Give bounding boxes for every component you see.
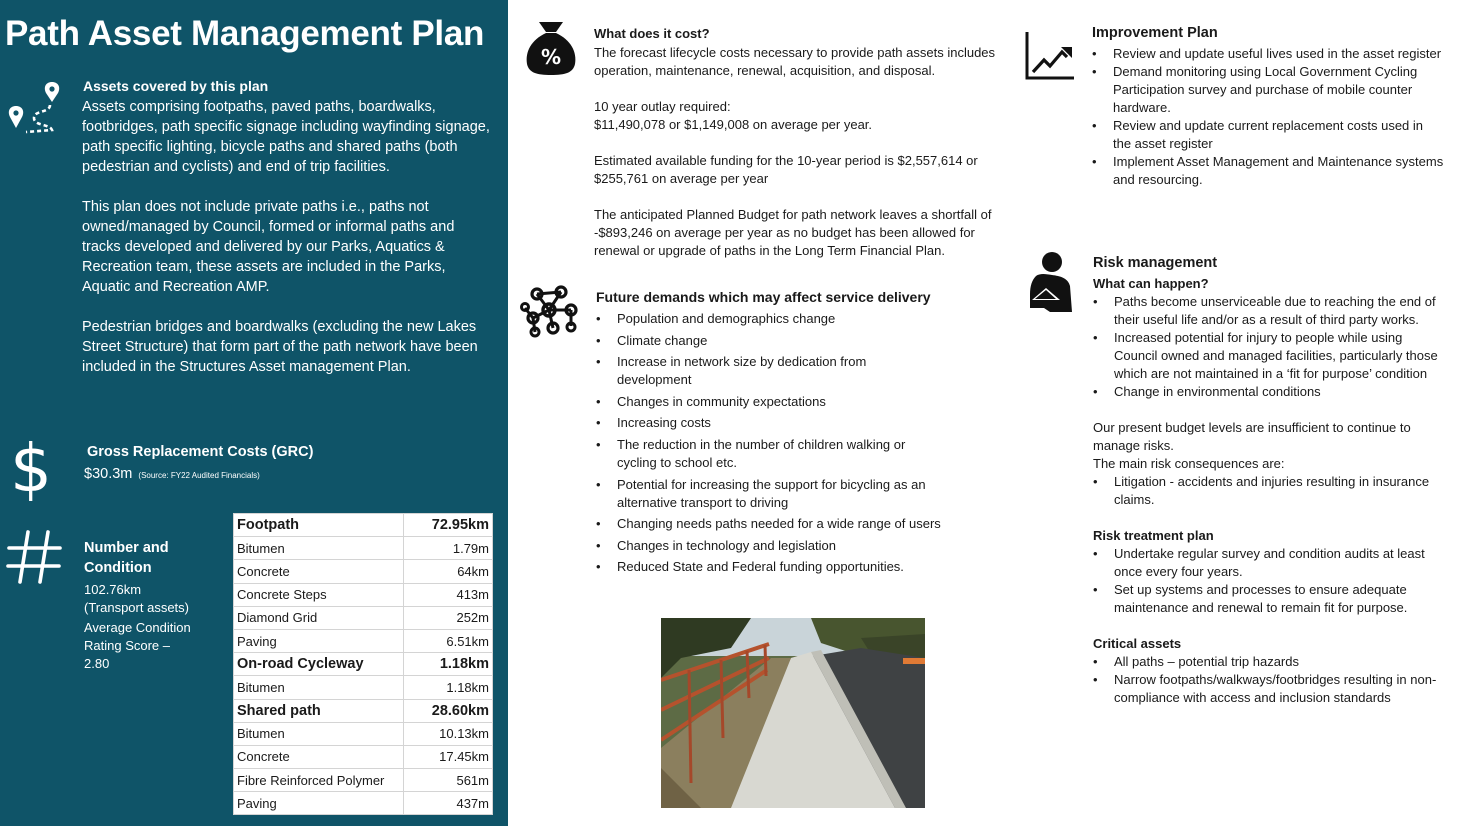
number-condition-heading: Number and Condition [84, 540, 169, 576]
list-item: • Potential for increasing the support for bicycling as an alternative transport to driving [596, 476, 941, 512]
condition-rating: Average Condition Rating Score – 2.80 [84, 620, 191, 671]
assets-covered-heading: Assets covered by this plan [83, 78, 269, 94]
future-demands-heading: Future demands which may affect service delivery [596, 289, 931, 305]
asset-length-cell: 64km [404, 560, 493, 583]
list-item: • Review and update useful lives used in the asset register [1092, 45, 1444, 63]
table-row [234, 560, 493, 583]
cost-text [594, 44, 1019, 278]
table-row [234, 537, 493, 560]
list-item: • Increasing costs [596, 414, 941, 432]
asset-type-cell: On-road Cycleway [234, 653, 404, 676]
asset-type-cell: Paving [234, 792, 404, 815]
line-chart-icon [1024, 30, 1076, 82]
list-item: • Changing needs paths needed for a wide range of users [596, 515, 941, 533]
asset-type-cell: Shared path [234, 699, 404, 722]
dollar-icon: $ [10, 430, 52, 507]
table-row [234, 676, 493, 699]
list-item: • Reduced State and Federal funding opportunities. [596, 558, 941, 576]
risk-management-text [1093, 275, 1443, 707]
injured-person-icon [1026, 250, 1074, 314]
money-bag-percent-icon [525, 20, 577, 76]
asset-type-cell: Paving [234, 629, 404, 652]
asset-length-cell: 6.51km [404, 629, 493, 652]
risk-management-heading: Risk management [1093, 255, 1218, 271]
risk-consequences-text: The main risk consequences are: [1093, 456, 1285, 471]
table-row [234, 769, 493, 792]
page-title: Path Asset Management Plan [5, 14, 485, 53]
asset-type-cell: Fibre Reinforced Polymer [234, 769, 404, 792]
asset-length-cell: 28.60km [404, 699, 493, 722]
table-group-row [234, 699, 493, 722]
risk-treatment-heading: Risk treatment plan [1093, 528, 1214, 543]
asset-length-cell: 1.18km [404, 653, 493, 676]
network-length: 102.76km (Transport assets) [84, 582, 189, 615]
grc-source: (Source: FY22 Audited Financials) [138, 471, 260, 480]
critical-assets-list [1093, 653, 1443, 707]
what-can-happen-heading: What can happen? [1093, 276, 1209, 291]
list-item: • Increased potential for injury to people while using Council owned and managed facilities, particularly those which are not maintained in a ‘fit for purpose’ condition [1093, 329, 1443, 383]
grc-value: $30.3m [84, 466, 133, 482]
table-row [234, 629, 493, 652]
table-row [234, 792, 493, 815]
asset-length-cell: 10.13km [404, 722, 493, 745]
assets-covered-paragraph: Assets comprising footpaths, paved paths, boardwalks, footbridges, path specific signage including wayfinding signage, path specific lighting, bicycle paths and shared paths (both pedestrian and cyclists) and end of trip facilities. [82, 99, 490, 175]
asset-type-cell: Diamond Grid [234, 606, 404, 629]
assets-excluded-paragraph: This plan does not include private paths i.e., paths not owned/managed by Council, formed or informal paths and tracks developed and delivered by our Parks, Aquatics & Recreation team, these assets are included in the Parks, Aquatic and Recreation AMP. [82, 199, 455, 295]
table-row [234, 722, 493, 745]
list-item: • Change in environmental conditions [1093, 383, 1443, 401]
cost-paragraph-outlay: 10 year outlay required: $11,490,078 or $1,149,008 on average per year. [594, 99, 873, 132]
list-item: • Increase in network size by dedication from development [596, 353, 941, 389]
shared-path-photo [661, 618, 925, 808]
asset-type-cell: Concrete [234, 745, 404, 768]
grc-value-line [84, 466, 260, 482]
risk-treatment-list [1093, 545, 1443, 617]
list-item: • Demand monitoring using Local Government Cycling Participation survey and purchase of mobile counter hardware. [1092, 63, 1444, 117]
grc-heading: Gross Replacement Costs (GRC) [87, 444, 314, 460]
asset-length-table [233, 513, 493, 815]
svg-text:%: % [540, 45, 562, 69]
asset-type-cell: Bitumen [234, 537, 404, 560]
list-item: • Implement Asset Management and Maintenance systems and resourcing. [1092, 153, 1444, 189]
critical-assets-heading: Critical assets [1093, 636, 1182, 651]
list-item: • Undertake regular survey and condition audits at least once every four years. [1093, 545, 1443, 581]
hash-icon [6, 528, 62, 584]
cost-paragraph-funding: Estimated available funding for the 10-year period is $2,557,614 or $255,761 on average per year [594, 153, 978, 186]
asset-length-cell: 1.79m [404, 537, 493, 560]
list-item: • Narrow footpaths/walkways/footbridges resulting in non-compliance with access and inclusion standards [1093, 671, 1443, 707]
future-demands-list [596, 310, 941, 580]
left-panel [0, 0, 508, 826]
table-row [234, 745, 493, 768]
table-group-row [234, 514, 493, 537]
table-row [234, 606, 493, 629]
asset-type-cell: Footpath [234, 514, 404, 537]
list-item: • Changes in community expectations [596, 393, 941, 411]
what-can-happen-list [1093, 293, 1443, 401]
asset-type-cell: Bitumen [234, 722, 404, 745]
list-item: • Litigation - accidents and injuries resulting in insurance claims. [1093, 473, 1443, 509]
asset-length-cell: 72.95km [404, 514, 493, 537]
list-item: • Set up systems and processes to ensure adequate maintenance and renewal to remain fit for purpose. [1093, 581, 1443, 617]
path-route-icon [6, 80, 62, 136]
asset-length-cell: 413m [404, 583, 493, 606]
asset-length-cell: 1.18km [404, 676, 493, 699]
asset-length-cell: 561m [404, 769, 493, 792]
cost-paragraph-lifecycle: The forecast lifecycle costs necessary to provide path assets includes operation, maintenance, renewal, acquisition, and disposal. [594, 45, 996, 78]
table-row [234, 583, 493, 606]
cost-heading: What does it cost? [594, 26, 710, 41]
asset-type-cell: Bitumen [234, 676, 404, 699]
asset-type-cell: Concrete Steps [234, 583, 404, 606]
list-item: • Population and demographics change [596, 310, 941, 328]
table-group-row [234, 653, 493, 676]
assets-covered-text [82, 97, 492, 397]
budget-insufficient-text: Our present budget levels are insufficient to continue to manage risks. [1093, 420, 1411, 453]
asset-length-cell: 252m [404, 606, 493, 629]
list-item: • The reduction in the number of children walking or cycling to school etc. [596, 436, 941, 472]
list-item: • Climate change [596, 332, 941, 350]
list-item: • Paths become unserviceable due to reaching the end of their useful life and/or as a result of third party works. [1093, 293, 1443, 329]
improvement-plan-heading: Improvement Plan [1092, 25, 1218, 41]
list-item: • All paths – potential trip hazards [1093, 653, 1443, 671]
network-nodes-icon [519, 280, 581, 338]
asset-length-cell: 437m [404, 792, 493, 815]
list-item: • Changes in technology and legislation [596, 537, 941, 555]
risk-consequences-list [1093, 473, 1443, 509]
number-condition-text [84, 581, 194, 675]
cost-paragraph-shortfall: The anticipated Planned Budget for path network leaves a shortfall of -$893,246 on average per year as no budget has been allowed for renewal or upgrade of paths in the Long Term Financial Plan. [594, 207, 992, 258]
improvement-plan-list [1092, 45, 1444, 189]
bridges-paragraph: Pedestrian bridges and boardwalks (excluding the new Lakes Street Structure) that form part of the path network have been included in the Structures Asset management Plan. [82, 319, 478, 375]
asset-type-cell: Concrete [234, 560, 404, 583]
list-item: • Review and update current replacement costs used in the asset register [1092, 117, 1444, 153]
asset-length-cell: 17.45km [404, 745, 493, 768]
